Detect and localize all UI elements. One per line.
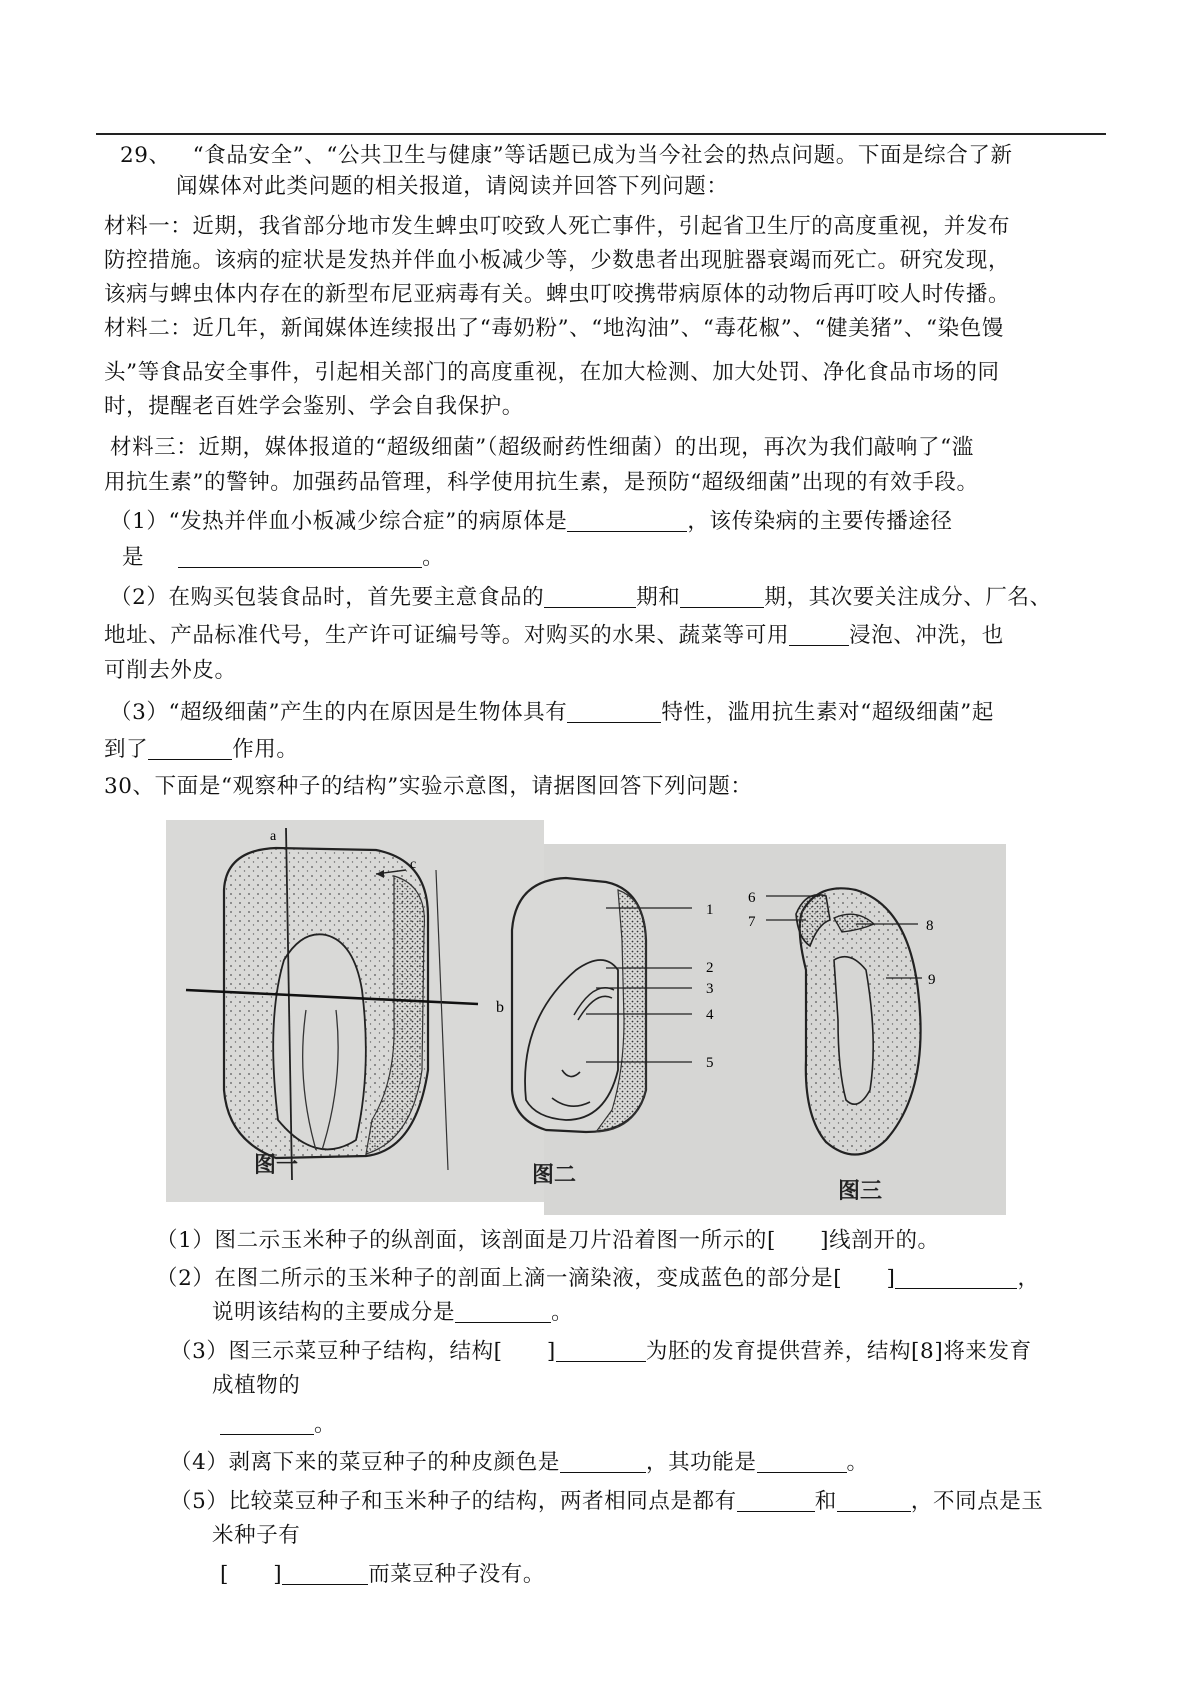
q30-part-1: （1）图二示玉米种子的纵剖面，该剖面是刀片沿着图一所示的[ ]线剖开的。: [156, 1228, 940, 1253]
answer-blank-difference-structure[interactable]: [282, 1562, 368, 1585]
q29-part-2-line-1: [110, 583, 1052, 613]
q30-part-3-line-1: [170, 1337, 1032, 1367]
material-3-line-2: 用抗生素”的警钟。加强药品管理，科学使用抗生素，是预防“超级细菌”出现的有效手段。: [104, 470, 979, 495]
q29-p3-text-a: （3）“超级细菌”产生的内在原因是生物体具有: [110, 700, 568, 725]
answer-blank-common-2[interactable]: [837, 1489, 911, 1512]
q30-s3-text-a: （3）图三示菜豆种子结构，结构[ ]: [170, 1339, 556, 1364]
fig2-caption: 图二: [532, 1162, 577, 1187]
q30-part-5-line-2: 米种子有: [212, 1523, 301, 1548]
fig1-caption: 图一: [254, 1152, 299, 1177]
q30-part-4: [170, 1448, 869, 1478]
answer-blank-shelf-life[interactable]: [680, 585, 764, 608]
q30-s2-text-a: （2）在图二所示的玉米种子的剖面上滴一滴染液，变成蓝色的部分是[ ]: [156, 1266, 896, 1291]
answer-blank-production-date[interactable]: [544, 585, 636, 608]
q30-s3-text-d: 。: [314, 1412, 337, 1437]
fig2-label-1: 1: [706, 902, 714, 918]
q30-s5-text-e: [ ]: [220, 1562, 283, 1587]
q29-p2-text-a: （2）在购买包装食品时，首先要主意食品的: [110, 585, 545, 610]
q30-part-3-line-2: 成植物的: [212, 1373, 301, 1398]
q30-part-2-line-1: [156, 1264, 1040, 1294]
q30-s3-text-b: 为胚的发育提供营养，结构[8]将来发育: [645, 1339, 1032, 1364]
answer-blank-soak-liquid[interactable]: [789, 623, 849, 646]
q30-part-5-line-3: [220, 1560, 545, 1590]
seed-diagram-svg: [166, 820, 1006, 1215]
q29-p1-text-c: 是: [122, 545, 145, 570]
q30-stem: 30、下面是“观察种子的结构”实验示意图，请据图回答下列问题：: [104, 774, 753, 799]
q30-s4-text-a: （4）剥离下来的菜豆种子的种皮颜色是: [170, 1450, 560, 1475]
answer-blank-blue-structure[interactable]: [895, 1266, 1017, 1289]
fig2-label-4: 4: [706, 1007, 714, 1023]
fig1-embryo-outline: [273, 934, 366, 1149]
fig1-label-a: a: [270, 829, 277, 844]
q30-s4-text-c: 。: [846, 1450, 869, 1475]
q30-s5-text-a: （5）比较菜豆种子和玉米种子的结构，两者相同点是都有: [170, 1489, 737, 1514]
material-1-line-2: 防控措施。该病的症状是发热并伴血小板减少等，少数患者出现脏器衰竭而死亡。研究发现，: [104, 248, 1011, 273]
fig3-label-7: 7: [748, 914, 756, 930]
fig2-label-2: 2: [706, 960, 714, 976]
q29-p2-text-b: 期和: [636, 585, 681, 610]
q30-part-5-line-1: [170, 1487, 1044, 1517]
answer-blank-common-1[interactable]: [737, 1489, 815, 1512]
q29-part-3-line-2: [104, 735, 299, 765]
material-2-line-2: 头”等食品安全事件，引起相关部门的高度重视，在加大检测、加大处罚、净化食品市场的同: [104, 360, 1000, 385]
q30-part-3-line-3: [220, 1410, 336, 1440]
answer-blank-nutrient-structure[interactable]: [556, 1339, 646, 1362]
material-2-line-1: 材料二：近几年，新闻媒体连续报出了“毒奶粉”、“地沟油”、“毒花椒”、“健美猪”、“染色馒: [104, 316, 1004, 341]
fig2-label-3: 3: [706, 981, 714, 997]
q29-stem-text-1: “食品安全”、“公共卫生与健康”等话题已成为当今社会的热点问题。下面是综合了新: [192, 143, 1013, 168]
q29-part-2-line-2: [104, 621, 1004, 651]
material-2-line-3: 时，提醒老百姓学会鉴别、学会自我保护。: [104, 394, 524, 419]
q29-part-1-line-1: [110, 507, 953, 537]
q30-s5-text-b: 和: [814, 1489, 837, 1514]
q29-p3-text-c: 到了: [104, 737, 149, 762]
fig1-label-c: c: [410, 857, 417, 872]
q30-s2-text-d: 。: [551, 1300, 574, 1325]
q29-p2-text-c: 期，其次要关注成分、厂名、: [764, 585, 1052, 610]
answer-blank-pathogen[interactable]: [567, 509, 687, 532]
q29-p3-text-d: 作用。: [232, 737, 299, 762]
q30-part-2-line-2: [212, 1298, 573, 1328]
answer-blank-seed-coat-function[interactable]: [757, 1450, 847, 1473]
q29-p3-text-b: 特性，滥用抗生素对“超级细菌”起: [661, 700, 994, 725]
fig1-label-b: b: [496, 999, 504, 1016]
answer-blank-transmission-route[interactable]: [178, 545, 422, 568]
q29-number: 29、: [120, 143, 171, 168]
q29-p1-text-d: 。: [422, 545, 445, 570]
q29-p1-text-b: ，该传染病的主要传播途径: [687, 509, 953, 534]
answer-blank-seed-coat-color[interactable]: [560, 1450, 646, 1473]
material-1-line-1: 材料一：近期，我省部分地市发生蜱虫叮咬致人死亡事件，引起省卫生厅的高度重视，并发布: [104, 214, 1011, 239]
q30-s5-text-f: 而菜豆种子没有。: [368, 1562, 545, 1587]
q29-part-2-line-3: 可削去外皮。: [104, 658, 237, 683]
answer-blank-selection-effect[interactable]: [148, 737, 232, 760]
q29-part-3-line-1: [110, 698, 994, 728]
answer-blank-main-component[interactable]: [455, 1300, 551, 1323]
q30-s4-text-b: ，其功能是: [645, 1450, 757, 1475]
fig3-caption: 图三: [838, 1178, 883, 1203]
q29-stem-line-1: [120, 141, 1013, 171]
answer-blank-variation[interactable]: [567, 700, 661, 723]
header-rule: [96, 133, 1106, 135]
fig3-label-8: 8: [926, 918, 934, 934]
q29-p2-text-e: 浸泡、冲洗，也: [849, 623, 1004, 648]
q29-part-1-line-2: [122, 543, 444, 573]
seed-structure-figure: [166, 820, 1006, 1215]
q29-stem-line-2: 闻媒体对此类问题的相关报道，请阅读并回答下列问题：: [176, 174, 729, 199]
q30-s5-text-c: ，不同点是玉: [910, 1489, 1044, 1514]
answer-blank-develop-into[interactable]: [220, 1412, 314, 1435]
fig2-label-5: 5: [706, 1055, 714, 1071]
q29-p1-text-a: （1）“发热并伴血小板减少综合症”的病原体是: [110, 509, 568, 534]
material-1-line-3: 该病与蜱虫体内存在的新型布尼亚病毒有关。蜱虫叮咬携带病原体的动物后再叮咬人时传播。: [104, 282, 1011, 307]
q29-p2-text-d: 地址、产品标准代号，生产许可证编号等。对购买的水果、蔬菜等可用: [104, 623, 790, 648]
q30-s2-text-c: 说明该结构的主要成分是: [212, 1300, 456, 1325]
q30-s2-text-b: ，: [1017, 1266, 1040, 1291]
material-3-line-1: 材料三：近期，媒体报道的“超级细菌”（超级耐药性细菌）的出现，再次为我们敲响了“滥: [110, 435, 974, 460]
fig3-label-9: 9: [928, 972, 936, 988]
fig3-label-6: 6: [748, 890, 756, 906]
